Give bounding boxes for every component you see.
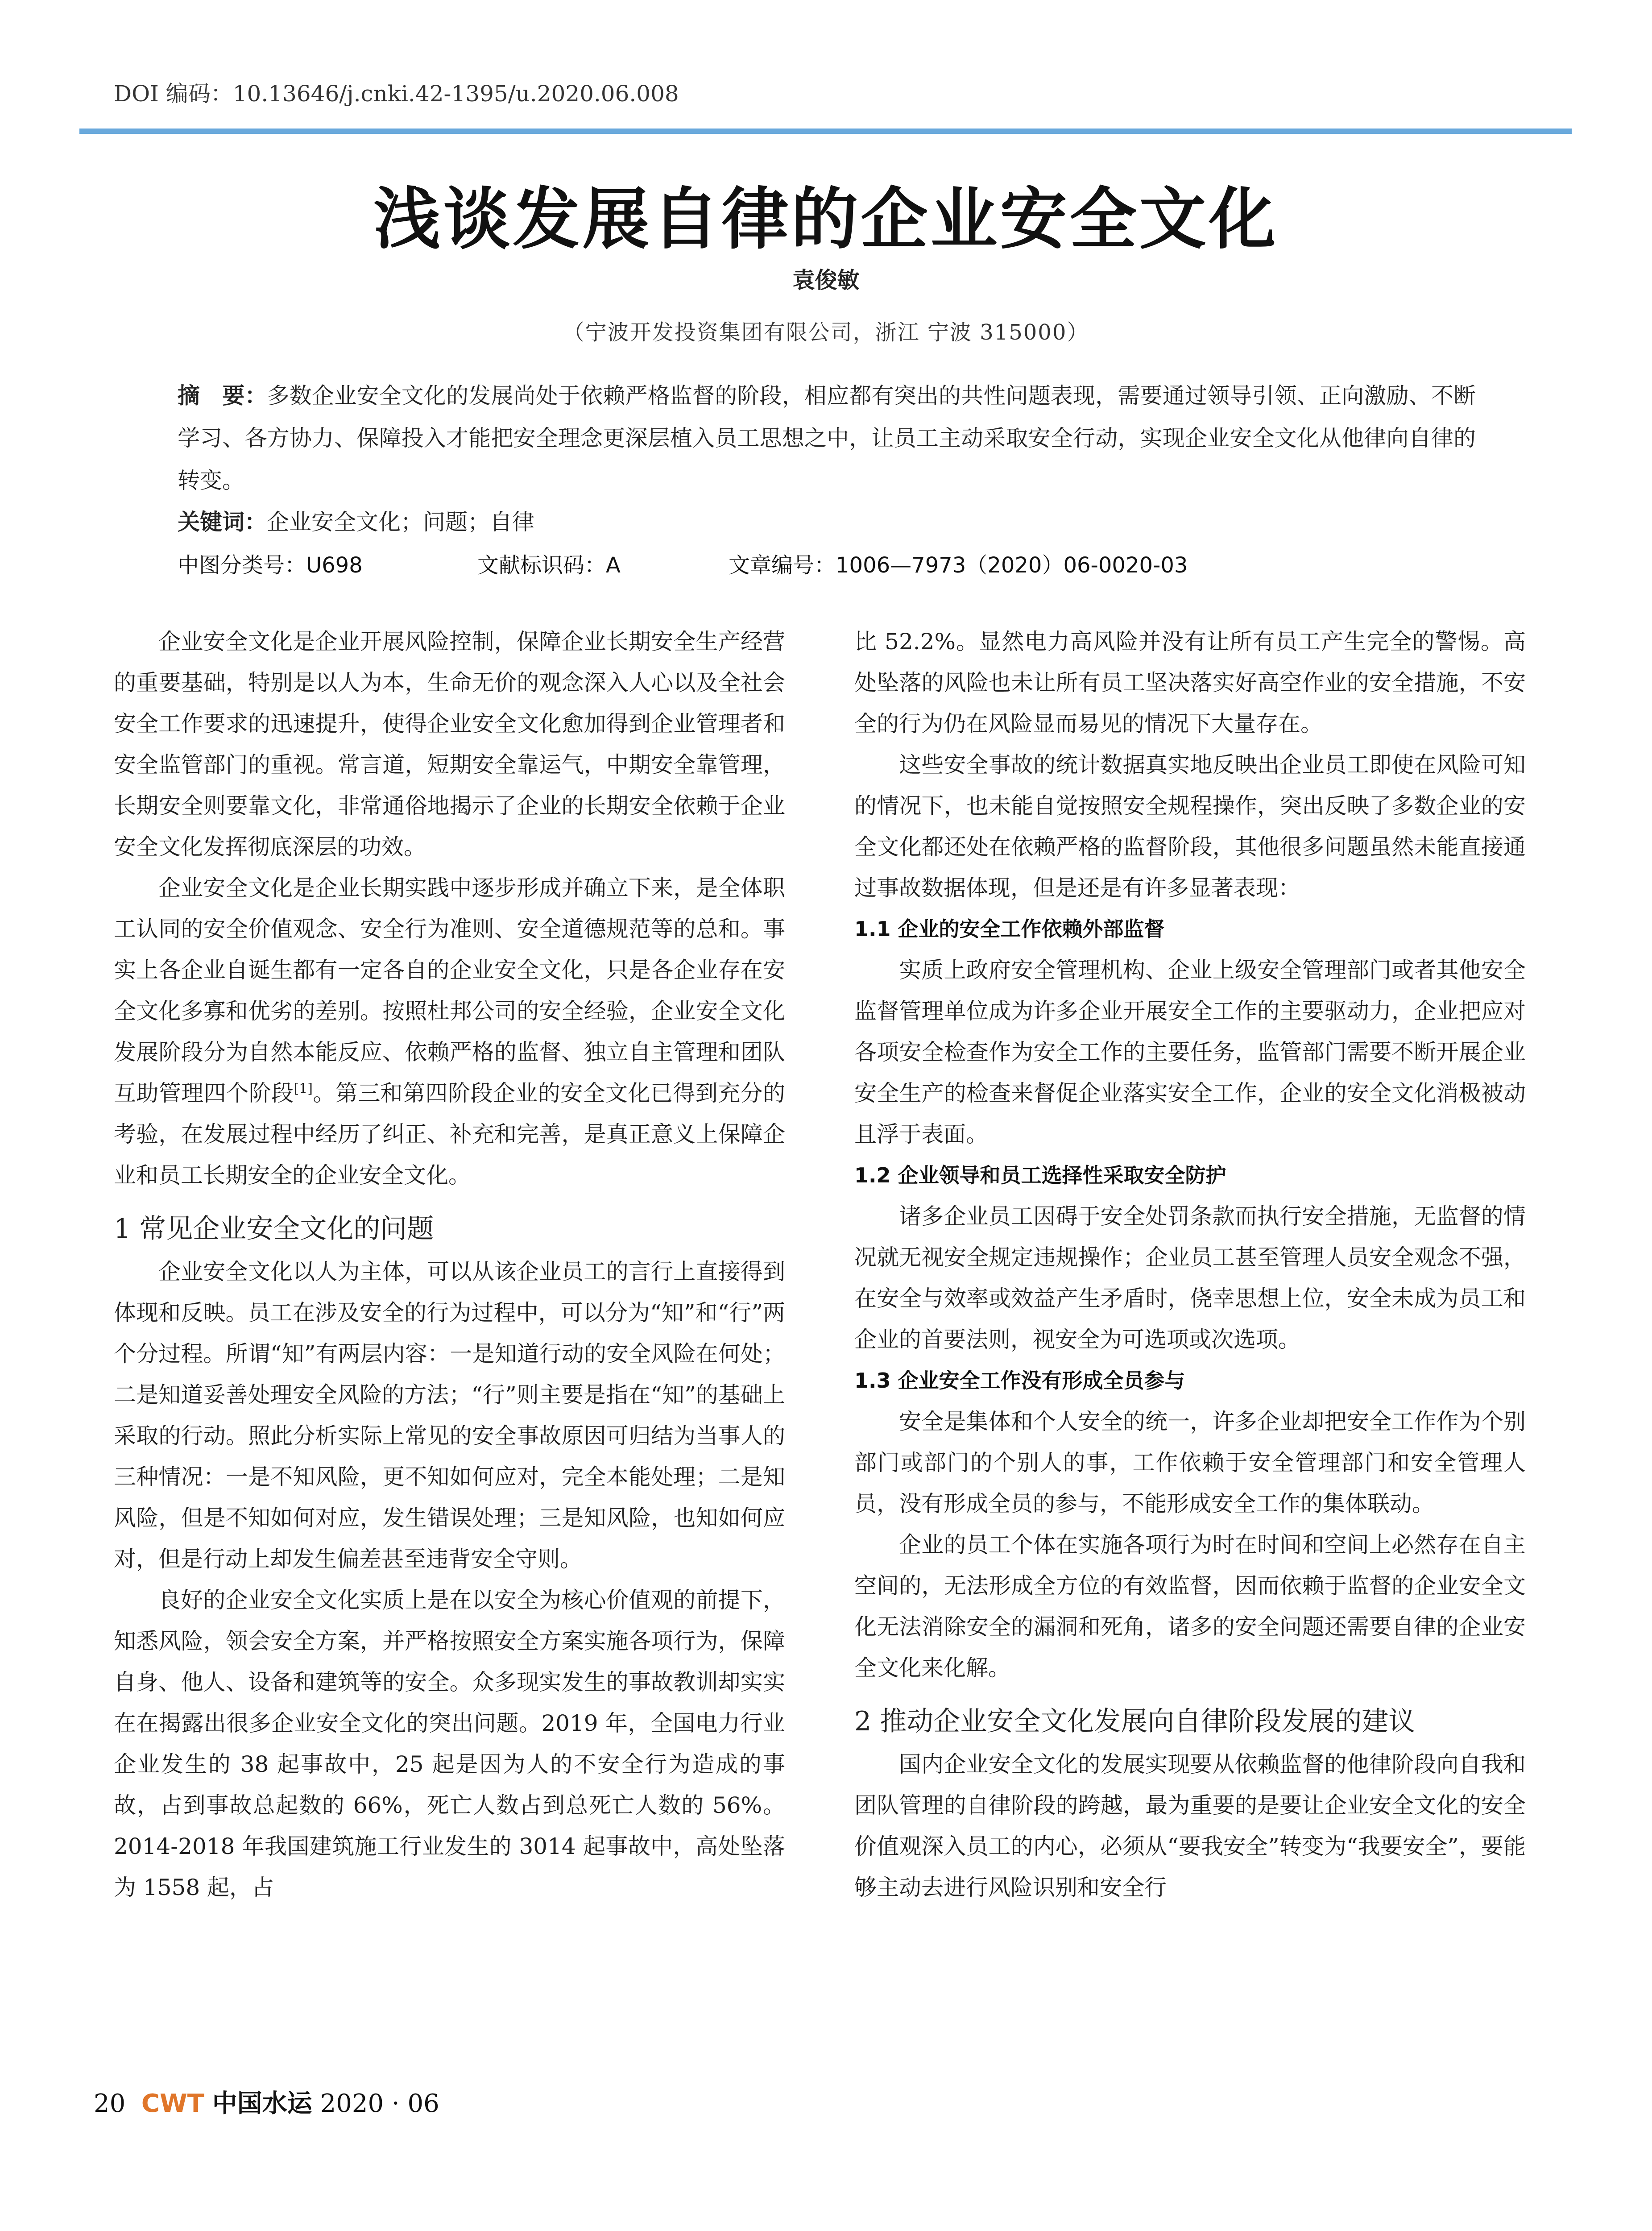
abstract-text: 多数企业安全文化的发展尚处于依赖严格监督的阶段，相应都有突出的共性问题表现，需要通过领导引领、正向激励、不断学习、各方协力、保障投入才能把安全理念更深层植入员工思想之中，让员工主动采取安全行动，实现企业安全文化从他律向自律的转变。	[178, 383, 1476, 493]
article-title: 浅谈发展自律的企业安全文化	[373, 180, 1279, 258]
magazine-name: 中国水运	[212, 2089, 312, 2118]
paragraph-text: 企业安全文化是企业长期实践中逐步形成并确立下来，是全体职工认同的安全价值观念、安全行为准则、安全道德规范等的总和。事实上各企业自诞生都有一定各自的企业安全文化，只是各企业存在安全文化多寡和优劣的差别。按照杜邦公司的安全经验，企业安全文化发展阶段分为自然本能反应、依赖严格的监督、独立自主管理和团队互助管理四个阶段	[114, 875, 785, 1106]
brand-logo-text: CWT	[141, 2089, 204, 2118]
paragraph: 企业的员工个体在实施各项行为时在时间和空间上必然存在自主空间的，无法形成全方位的有效监督，因而依赖于监督的企业安全文化无法消除安全的漏洞和死角，诸多的安全问题还需要自律的企业安全文化来化解。	[854, 1532, 1526, 1681]
paragraph: 安全是集体和个人安全的统一，许多企业却把安全工作作为个别部门或部门的个别人的事，工作依赖于安全管理部门和安全管理人员，没有形成全员的参与，不能形成安全工作的集体联动。	[854, 1409, 1526, 1517]
subsection-heading: 1.2 企业领导和员工选择性采取安全防护	[854, 1163, 1226, 1187]
keywords-label: 关键词：	[178, 509, 267, 535]
section-heading: 2 推动企业安全文化发展向自律阶段发展的建议	[854, 1706, 1416, 1737]
doi-line: DOI 编码：10.13646/j.cnki.42-1395/u.2020.06.008	[114, 81, 679, 107]
paragraph: 这些安全事故的统计数据真实地反映出企业员工即使在风险可知的情况下，也未能自觉按照安全规程操作，突出反映了多数企业的安全文化都还处在依赖严格的监督阶段，其他很多问题虽然未能直接通过事故数据体现，但是还是有许多显著表现：	[854, 752, 1526, 901]
paragraph	[114, 867, 785, 1196]
paragraph: 诸多企业员工因碍于安全处罚条款而执行安全措施，无监督的情况就无视安全规定违规操作；企业员工甚至管理人员安全观念不强，在安全与效率或效益产生矛盾时，侥幸思想上位，安全未成为员工和企业的首要法则，视安全为可选项或次选项。	[854, 1203, 1526, 1352]
paragraph: 比 52.2%。显然电力高风险并没有让所有员工产生完全的警惕。高处坠落的风险也未让所有员工坚决落实好高空作业的安全措施，不安全的行为仍在风险显而易见的情况下大量存在。	[854, 629, 1526, 737]
paragraph: 良好的企业安全文化实质上是在以安全为核心价值观的前提下，知悉风险，领会安全方案，并严格按照安全方案实施各项行为，保障自身、他人、设备和建筑等的安全。众多现实发生的事故教训却实实在在揭露出很多企业安全文化的突出问题。2019 年，全国电力行业企业发生的 38 起事故中，25 起是因为人的不安全行为造成的事故，占到事故总起数的 66%，死亡人数占到总死亡人数的 56%。2014-2018 年我国建筑施工行业发生的 3014 起事故中，高处坠落为 1558 起，占	[114, 1587, 786, 1900]
paragraph: 实质上政府安全管理机构、企业上级安全管理部门或者其他安全监督管理单位成为许多企业开展安全工作的主要驱动力，企业把应对各项安全检查作为安全工作的主要任务，监管部门需要不断开展企业安全生产的检查来督促企业落实安全工作，企业的安全文化消极被动且浮于表面。	[854, 957, 1526, 1147]
left-column	[114, 621, 785, 1908]
document-code: 文献标识码：A	[477, 553, 621, 578]
abstract	[178, 375, 1476, 502]
issue-label: 2020 · 06	[320, 2089, 439, 2118]
article-number: 文章编号：1006—7973（2020）06-0020-03	[729, 553, 1188, 578]
paragraph: 企业安全文化以人为主体，可以从该企业员工的言行上直接得到体现和反映。员工在涉及安全的行为过程中，可以分为“知”和“行”两个分过程。所谓“知”有两层内容：一是知道行动的安全风险在何处；二是知道妥善处理安全风险的方法；“行”则主要是指在“知”的基础上采取的行动。照此分析实际上常见的安全事故原因可归结为当事人的三种情况：一是不知风险，更不知如何应对，完全本能处理；二是知风险，但是不知如何对应，发生错误处理；三是知风险，也知如何应对，但是行动上却发生偏差甚至违背安全守则。	[114, 1259, 785, 1572]
citation-ref: [1]	[294, 1081, 313, 1097]
author-name: 袁俊敏	[792, 267, 860, 293]
affiliation: （宁波开发投资集团有限公司，浙江 宁波 315000）	[563, 320, 1089, 345]
keywords	[178, 504, 534, 536]
right-column	[854, 621, 1526, 1908]
page-number: 20	[94, 2089, 126, 2118]
section-heading: 1 常见企业安全文化的问题	[114, 1213, 434, 1244]
paragraph: 企业安全文化是企业开展风险控制，保障企业长期安全生产经营的重要基础，特别是以人为本，生命无价的观念深入人心以及全社会安全工作要求的迅速提升，使得企业安全文化愈加得到企业管理者和安全监管部门的重视。常言道，短期安全靠运气，中期安全靠管理，长期安全则要靠文化，非常通俗地揭示了企业的长期安全依赖于企业安全文化发挥彻底深层的功效。	[114, 629, 785, 860]
header-rule	[79, 129, 1572, 134]
subsection-heading: 1.1 企业的安全工作依赖外部监督	[854, 917, 1165, 941]
paragraph: 国内企业安全文化的发展实现要从依赖监督的他律阶段向自我和团队管理的自律阶段的跨越，最为重要的是要让企业安全文化的安全价值观深入员工的内心，必须从“要我安全”转变为“我要安全”，要能够主动去进行风险识别和安全行	[854, 1751, 1526, 1900]
page-footer	[94, 2084, 439, 2119]
clc-number: 中图分类号：U698	[178, 553, 363, 578]
paragraph-text: 。第三和第四阶段企业的安全文化已得到充分的考验，在发展过程中经历了纠正、补充和完善，是真正意义上保障企业和员工长期安全的企业安全文化。	[114, 1080, 786, 1188]
subsection-heading: 1.3 企业安全工作没有形成全员参与	[854, 1368, 1185, 1393]
keywords-text: 企业安全文化；问题；自律	[267, 509, 534, 535]
abstract-label: 摘 要：	[178, 383, 267, 409]
